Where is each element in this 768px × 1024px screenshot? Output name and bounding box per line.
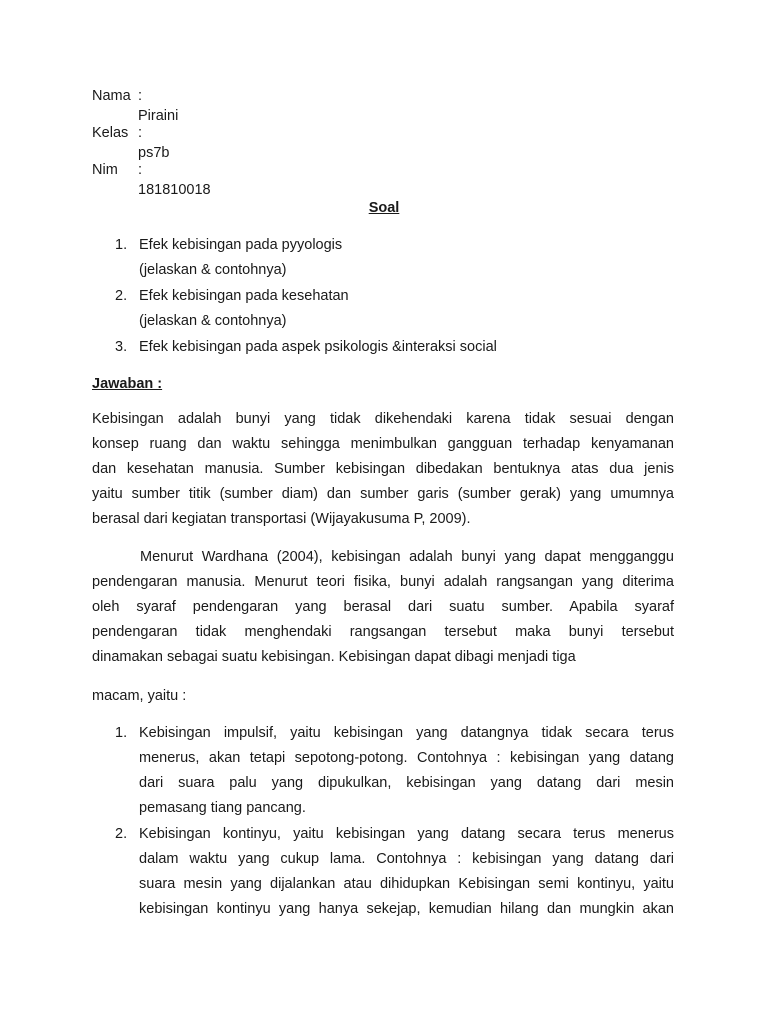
list-item-line: dari suara palu yang dipukulkan, kebisingan yang datang dari mesin (139, 775, 674, 791)
soal-heading: Soal (368, 200, 400, 216)
list-item-body (139, 822, 674, 922)
soal-item (0, 337, 768, 357)
soal-item-text: Efek kebisingan pada pyyologis (139, 237, 343, 253)
list-item-line: Kebisingan kontinyu, yaitu kebisingan yang datang secara terus menerus (139, 826, 674, 842)
list-item-line: Kebisingan impulsif, yaitu kebisingan yang datangnya tidak secara terus (139, 725, 674, 741)
paragraph-line: pendengaran manusia. Menurut teori fisika, bunyi adalah rangsangan yang diterima (92, 574, 674, 590)
paragraph-line: pendengaran tidak menghendaki rangsangan tersebut maka bunyi tersebut (92, 624, 674, 640)
soal-item-number: 2. (115, 288, 128, 304)
list-item-body (139, 721, 674, 821)
nim-value: : 181810018 (138, 162, 211, 198)
paragraph-line: Kebisingan adalah bunyi yang tidak dikehendaki karena tidak sesuai dengan (92, 411, 674, 427)
list-item-number: 1. (115, 725, 128, 741)
nama-label: Nama (92, 88, 131, 104)
list-item-line: suara mesin yang dijalankan atau dihidupkan Kebisingan semi kontinyu, yaitu (139, 876, 674, 892)
list-item-number: 2. (115, 826, 128, 842)
list-item-line: pemasang tiang pancang. (139, 800, 306, 816)
list-item-line: kebisingan kontinyu yang hanya sekejap, kemudian hilang dan mungkin akan (139, 901, 674, 917)
paragraph-line: dinamakan sebagai suatu kebisingan. Kebisingan dapat dibagi menjadi tiga (92, 649, 576, 665)
jawaban-heading: Jawaban : (92, 376, 163, 392)
paragraph-3: macam, yaitu : (92, 688, 187, 704)
paragraph-line: dan kesehatan manusia. Sumber kebisingan dibedakan bentuknya atas dua jenis (92, 461, 674, 477)
paragraph-line: konsep ruang dan waktu sehingga menimbulkan gangguan terhadap kenyamanan (92, 436, 674, 452)
soal-item (0, 235, 768, 255)
soal-item-text: (jelaskan & contohnya) (139, 262, 287, 278)
nim-label: Nim (92, 162, 118, 178)
kelas-label: Kelas (92, 125, 129, 141)
list-item-line: dalam waktu yang cukup lama. Contohnya : kebisingan yang datang dari (139, 851, 674, 867)
soal-item-text: Efek kebisingan pada aspek psikologis &interaksi social (139, 339, 497, 355)
soal-item (0, 286, 768, 306)
soal-item-text: Efek kebisingan pada kesehatan (139, 288, 349, 304)
paragraph-line: Menurut Wardhana (2004), kebisingan adalah bunyi yang dapat mengganggu (140, 549, 674, 565)
paragraph-line: berasal dari kegiatan transportasi (Wijayakusuma P, 2009). (92, 511, 471, 527)
list-item-line: menerus, akan tetapi sepotong-potong. Contohnya : kebisingan yang datang (139, 750, 674, 766)
soal-item-continuation (0, 260, 768, 280)
paragraph-2 (92, 545, 674, 670)
nama-value: : Piraini (138, 88, 179, 124)
kelas-value: : ps7b (138, 125, 170, 161)
soal-item-number: 3. (115, 339, 128, 355)
paragraph-line: oleh syaraf pendengaran yang berasal dari suatu sumber. Apabila syaraf (92, 599, 674, 615)
paragraph-1 (92, 407, 674, 532)
soal-item-continuation (0, 311, 768, 331)
paragraph-line: yaitu sumber titik (sumber diam) dan sumber garis (sumber gerak) yang umumnya (92, 486, 674, 502)
soal-item-number: 1. (115, 237, 128, 253)
soal-item-text: (jelaskan & contohnya) (139, 313, 287, 329)
